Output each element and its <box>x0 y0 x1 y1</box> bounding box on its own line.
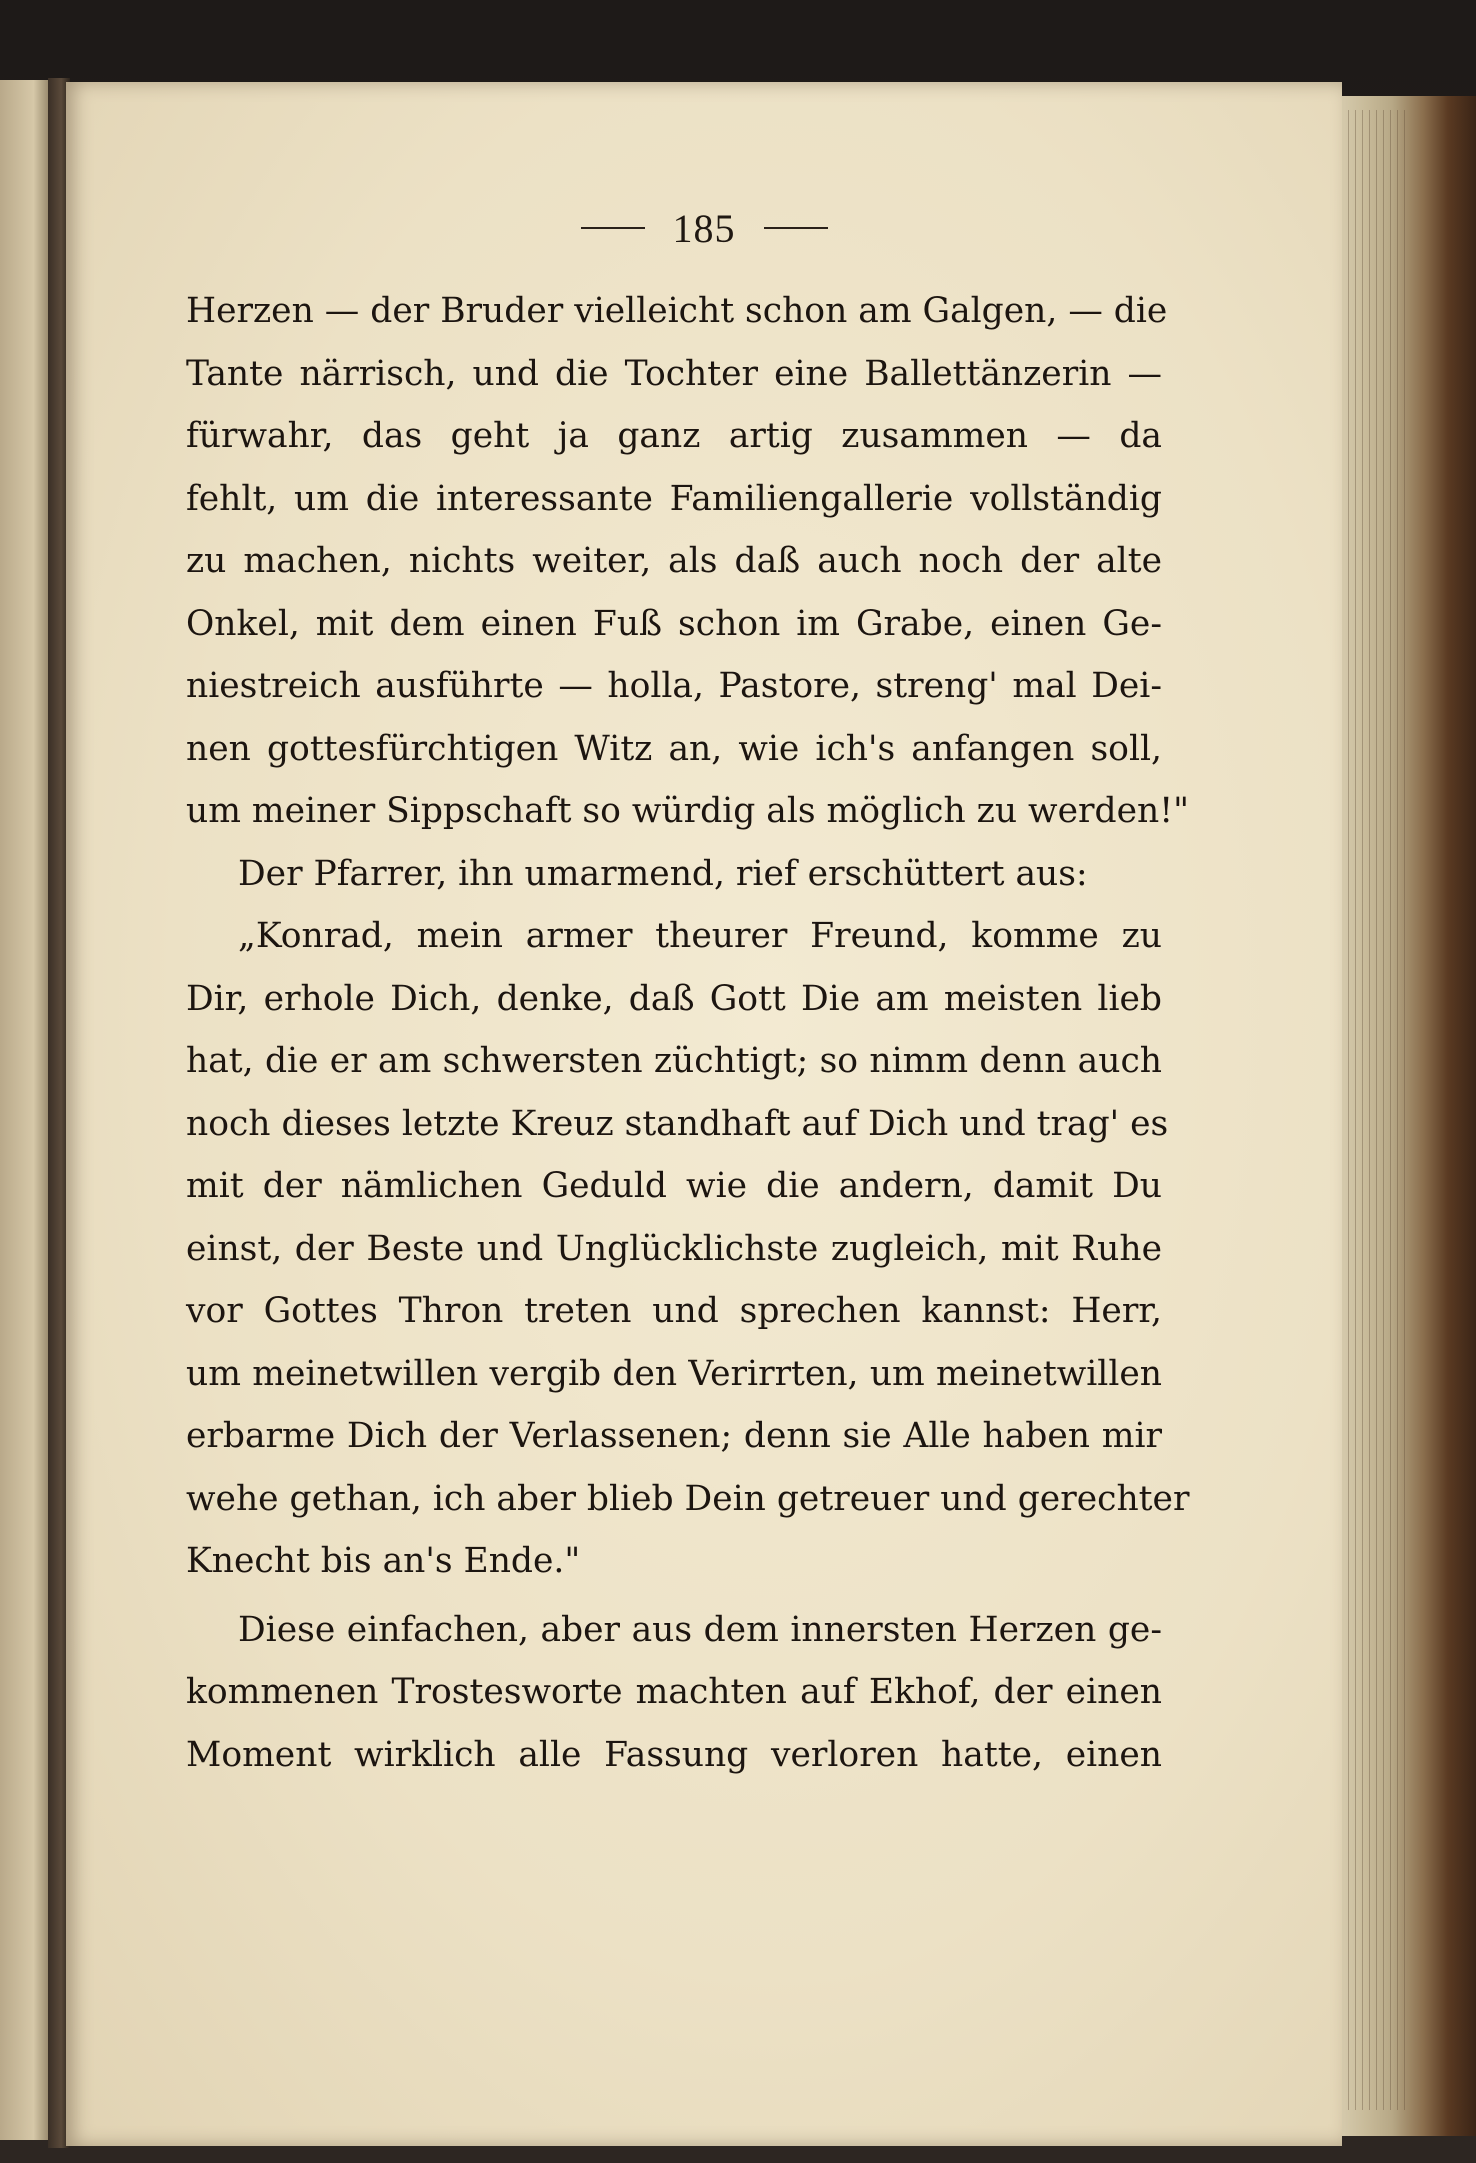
text-line: Moment wirklich alle Fassung verloren hatte, einen <box>186 1734 1162 1775</box>
text-line: fürwahr, das geht ja ganz artig zusammen — da <box>186 416 1162 456</box>
page-header <box>66 200 1342 256</box>
page-number: 185 <box>672 205 736 251</box>
text-line: um meinetwillen vergib den Verirrten, um meinetwillen <box>186 1353 1162 1394</box>
text-line: niestreich ausführte — holla, Pastore, streng' mal Dei- <box>186 666 1162 706</box>
text-line: fehlt, um die interessante Familiengallerie vollständig <box>186 478 1162 519</box>
text-line: Knecht bis an's Ende." <box>186 1541 581 1581</box>
text-line: wehe gethan, ich aber blieb Dein getreuer und gerechter <box>186 1478 1190 1519</box>
text-line: Herzen — der Bruder vielleicht schon am Galgen, — die <box>186 291 1168 331</box>
text-line: zu machen, nichts weiter, als daß auch noch der alte <box>186 541 1162 581</box>
text-line: Onkel, mit dem einen Fuß schon im Grabe, einen Ge- <box>186 603 1162 644</box>
text-line: Der Pfarrer, ihn umarmend, rief erschüttert aus: <box>238 853 1088 894</box>
text-line: einst, der Beste und Unglücklichste zugleich, mit Ruhe <box>186 1228 1162 1269</box>
body-text <box>186 280 1190 1786</box>
text-line: kommenen Trostesworte machten auf Ekhof, der einen <box>186 1672 1162 1712</box>
page-stack-lines <box>1348 110 1408 2110</box>
text-line: „Konrad, mein armer theurer Freund, komme zu <box>238 916 1162 956</box>
text-line: mit der nämlichen Geduld wie die andern, damit Du <box>186 1166 1162 1206</box>
text-line: noch dieses letzte Kreuz standhaft auf Dich und trag' es <box>186 1103 1169 1144</box>
text-line: um meiner Sippschaft so würdig als möglich zu werden!" <box>186 791 1189 831</box>
text-line: Tante närrisch, und die Tochter eine Ballettänzerin — <box>186 353 1162 394</box>
facing-page-edge <box>0 80 50 2140</box>
text-line: Dir, erhole Dich, denke, daß Gott Die am meisten lieb <box>186 978 1162 1019</box>
text-line: nen gottesfürchtigen Witz an, wie ich's anfangen soll, <box>186 728 1162 769</box>
header-rule-left <box>581 227 645 229</box>
text-line: erbarme Dich der Verlassenen; denn sie Alle haben mir <box>186 1416 1162 1456</box>
header-rule-right <box>764 227 828 229</box>
book-page <box>66 82 1342 2146</box>
text-line: vor Gottes Thron treten und sprechen kannst: Herr, <box>186 1291 1162 1331</box>
text-line: Diese einfachen, aber aus dem innersten Herzen ge- <box>238 1609 1162 1650</box>
text-line: hat, die er am schwersten züchtigt; so nimm denn auch <box>186 1041 1162 1081</box>
